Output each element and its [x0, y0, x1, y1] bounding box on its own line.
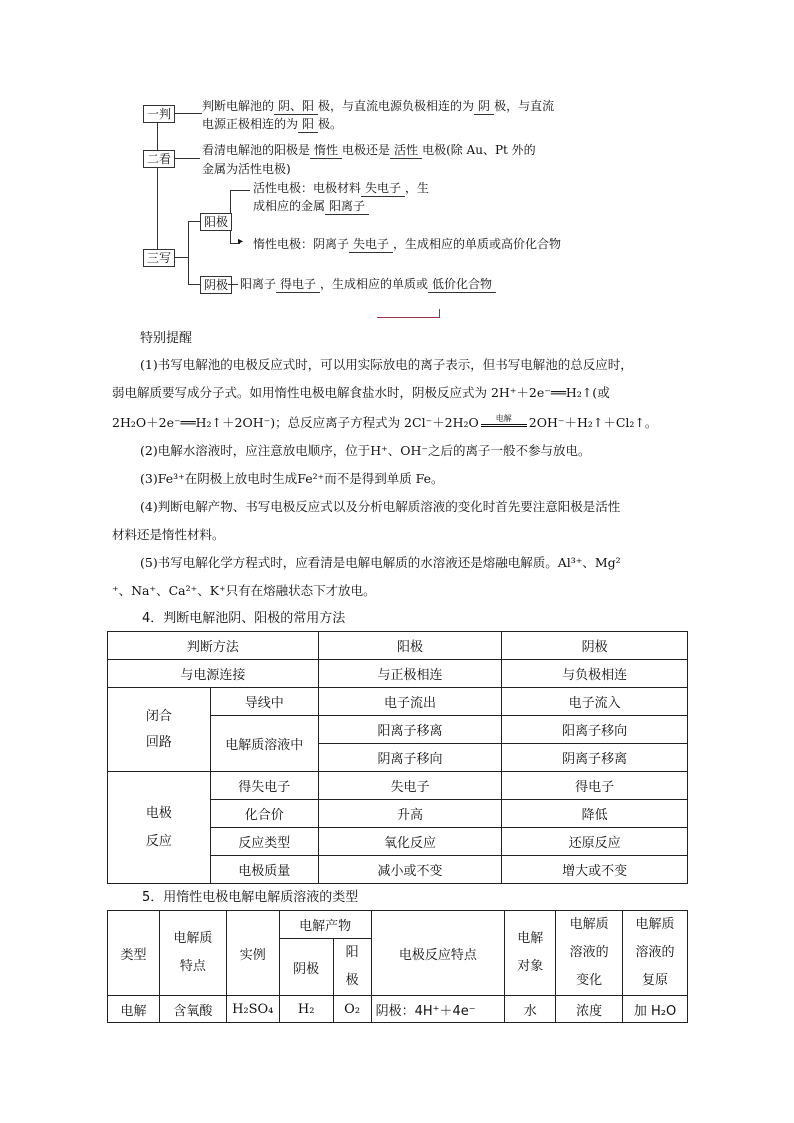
- h-object: [505, 911, 556, 996]
- tip-5-line2: ⁺、Na⁺、Ca²⁺、K⁺只有在熔融状态下才放电。: [112, 583, 376, 598]
- cell-e0-method: 得失电子: [210, 772, 318, 800]
- step2-box: [143, 150, 175, 168]
- anode-active-line2: [253, 198, 369, 215]
- anode-label: 阳极: [204, 215, 229, 229]
- r1-restore: 加 H₂O: [623, 996, 688, 1023]
- h-object-2: 对象: [517, 959, 544, 974]
- h-change-1: 电解质: [569, 917, 609, 932]
- step1-text-c: 极，与直流: [494, 99, 555, 113]
- h-feature-1: 电解质: [173, 931, 213, 946]
- tips-title: 特别提醒: [140, 331, 193, 346]
- cathode-line: [228, 276, 496, 293]
- cell-e1-method: 化合价: [210, 800, 318, 828]
- anode-active-c: 成相应的金属: [253, 199, 326, 213]
- h-cathode: 阴极: [279, 939, 333, 996]
- step1-label: 一判: [147, 107, 172, 121]
- step2-answer-2: 活性: [390, 142, 422, 159]
- step2-text-c: 电极(除 Au、Pt 外的: [422, 143, 536, 157]
- h-object-1: 电解: [517, 931, 544, 946]
- step1-text-e: 极。: [318, 117, 343, 131]
- step1-text-d: 电源正极相连的为: [202, 117, 299, 131]
- anode-active-b: ，生: [405, 181, 430, 195]
- h-change: [556, 911, 623, 996]
- h-type: 类型: [108, 911, 160, 996]
- h-example: 实例: [226, 911, 279, 996]
- section5-title: 5．用惰性电极电解电解质溶液的类型: [142, 890, 359, 905]
- table-row: [108, 996, 688, 1023]
- tip-4-line2: 材料还是惰性材料。: [112, 527, 225, 542]
- anode-active-answer-2: 阳离子: [325, 198, 369, 215]
- reaction-condition: [481, 414, 527, 427]
- h-change-3: 变化: [576, 973, 603, 988]
- anode-active-line1: [253, 180, 429, 197]
- h-restore-1: 电解质: [635, 917, 675, 932]
- r1-anode: O₂: [333, 996, 371, 1023]
- cathode-arrow-line: [228, 284, 238, 285]
- cell-e3-cathode: 增大或不变: [502, 856, 688, 884]
- cell-wire-cathode: 电子流入: [502, 688, 688, 716]
- header-anode: 阳极: [318, 632, 502, 660]
- h-change-2: 溶液的: [569, 945, 609, 960]
- header-cathode: 阴极: [502, 632, 688, 660]
- tip-1-line3: [112, 409, 682, 437]
- flow-trunk-line: [157, 121, 158, 258]
- tip-2: (2)电解水溶液时，应注意放电顺序，位于H⁺、OH⁻之后的离子一般不参与放电。: [140, 443, 591, 458]
- anode-active-a: 活性电极：电极材料: [253, 181, 362, 195]
- cell-wire: 导线中: [210, 688, 318, 716]
- step2-label: 二看: [147, 152, 172, 166]
- cathode-text-a: 阳离子: [240, 277, 277, 291]
- r1-change: 浓度: [556, 996, 623, 1023]
- cathode-answer-1: 得电子: [276, 276, 320, 293]
- r1-object: 水: [505, 996, 556, 1023]
- cell-e2-anode: 氧化反应: [318, 828, 502, 856]
- flow-branch-bottom: [188, 284, 200, 285]
- step2-text-b: 电极还是: [342, 143, 391, 157]
- table-row: [108, 688, 688, 716]
- anode-inert-answer: 失电子: [349, 236, 393, 253]
- anode-active-answer: 失电子: [361, 180, 405, 197]
- reaction-condition-label: 电解: [495, 414, 512, 423]
- h-restore-3: 复原: [642, 973, 669, 988]
- tip-1-line3-b: 2OH⁻＋H₂↑＋Cl₂↑。: [528, 415, 658, 430]
- cell-e0-anode: 失电子: [318, 772, 502, 800]
- r1-reaction: 阴极：4H⁺＋4e⁻: [371, 996, 505, 1023]
- r1-example: H₂SO₄: [226, 996, 279, 1023]
- table-row: [108, 772, 688, 800]
- flow-branch-line: [188, 221, 189, 284]
- h-feature-2: 特点: [179, 959, 206, 974]
- tip-3: (3)Fe³⁺在阴极上放电时生成Fe²⁺而不是得到单质 Fe。: [140, 471, 444, 486]
- anode-inert-line: [253, 236, 561, 253]
- circuit-label-1: 闭合: [145, 708, 172, 724]
- cell-sol1-cathode: 阳离子移向: [502, 716, 688, 744]
- return-marker: [377, 309, 440, 318]
- step1-text-a: 判断电解池的: [202, 99, 275, 113]
- r1-feature: 含氧酸: [159, 996, 226, 1023]
- step1-text-line2: [202, 116, 342, 133]
- cell-power-anode: 与正极相连: [318, 660, 502, 688]
- anode-inert-b: ，生成相应的单质或高价化合物: [393, 237, 562, 251]
- tip-1-line1: (1)书写电解池的电极反应式时，可以用实际放电的离子表示，但书写电解池的总反应时，: [140, 357, 633, 372]
- h-feature: [159, 911, 226, 996]
- step2-answer-1: 惰性: [310, 142, 342, 159]
- flow-line-1: [172, 113, 202, 114]
- cell-circuit: [108, 688, 211, 772]
- step1-answer-1: 阴、阳: [274, 98, 318, 115]
- tip-4-line1: (4)判断电解产物、书写电极反应式以及分析电解质溶液的变化时首先要注意阳极是活性: [140, 499, 621, 514]
- electrode-label-2: 反应: [145, 833, 172, 849]
- tip-1-line3-a: 2H₂O＋2e⁻══H₂↑＋2OH⁻)；总反应离子方程式为 2Cl⁻＋2H₂O: [112, 415, 479, 430]
- step1-answer-2: 阴: [474, 98, 494, 115]
- h-anode: [333, 939, 371, 996]
- cathode-answer-2: 低价化合物: [428, 276, 496, 293]
- cathode-text-b: ，生成相应的单质或: [320, 277, 429, 291]
- cell-sol2-anode: 阴离子移向: [318, 744, 502, 772]
- r1-type: 电解: [108, 996, 160, 1023]
- table-row: [108, 911, 688, 939]
- h-reaction: 电极反应特点: [371, 911, 505, 996]
- electrode-label-1: 电极: [145, 805, 172, 821]
- anode-branch-top: [230, 190, 250, 191]
- step2-text-d: 金属为活性电极): [202, 162, 291, 176]
- anode-inert-a: 惰性电极：阴离子: [253, 237, 350, 251]
- cell-e0-cathode: 得电子: [502, 772, 688, 800]
- step2-text-line1: [202, 142, 536, 159]
- electrolysis-types-table: [107, 910, 688, 1023]
- h-anode-1: 阳: [345, 945, 359, 960]
- step3-label: 三写: [147, 251, 172, 265]
- electrode-judgement-table: [107, 631, 688, 884]
- cell-wire-anode: 电子流出: [318, 688, 502, 716]
- cell-e1-anode: 升高: [318, 800, 502, 828]
- h-restore-2: 溶液的: [635, 945, 675, 960]
- table-row: [108, 660, 688, 688]
- circuit-label-2: 回路: [145, 734, 172, 750]
- cell-e2-method: 反应类型: [210, 828, 318, 856]
- table-row: [108, 632, 688, 660]
- step2-text-a: 看清电解池的阳极是: [202, 143, 311, 157]
- cell-e1-cathode: 降低: [502, 800, 688, 828]
- h-restore: [623, 911, 688, 996]
- cathode-label: 阴极: [204, 278, 229, 292]
- step1-text-line1: [202, 98, 554, 115]
- cell-solution: 电解质溶液中: [210, 716, 318, 772]
- arrow-right-icon: ▸: [238, 236, 244, 247]
- cell-e2-cathode: 还原反应: [502, 828, 688, 856]
- cell-power-cathode: 与负极相连: [502, 660, 688, 688]
- cell-power: 与电源连接: [108, 660, 319, 688]
- cell-electrode-reaction: [108, 772, 211, 884]
- step1-answer-3: 阳: [298, 116, 318, 133]
- flow-branch-top: [188, 221, 200, 222]
- tip-1-line2: 弱电解质要写成分子式。如用惰性电极电解食盐水时，阴极反应式为 2H⁺＋2e⁻══H₂↑(或: [112, 385, 610, 400]
- flow-line-2: [172, 158, 200, 159]
- r1-cathode: H₂: [279, 996, 333, 1023]
- step1-text-b: 极，与直流电源负极相连的为: [318, 99, 475, 113]
- anode-box: [200, 213, 232, 231]
- cell-sol1-anode: 阳离子移离: [318, 716, 502, 744]
- cell-e3-anode: 减小或不变: [318, 856, 502, 884]
- section4-title: 4．判断电解池阴、阳极的常用方法: [142, 611, 346, 626]
- cell-sol2-cathode: 阴离子移离: [502, 744, 688, 772]
- tip-5-line1: (5)书写电解化学方程式时，应看清是电解电解质的水溶液还是熔融电解质。Al³⁺、Mg²: [140, 555, 621, 570]
- h-anode-2: 极: [345, 973, 359, 988]
- cell-e3-method: 电极质量: [210, 856, 318, 884]
- h-products: 电解产物: [279, 911, 371, 939]
- step2-text-line2: [202, 161, 291, 177]
- header-method: 判断方法: [108, 632, 319, 660]
- step1-box: [143, 105, 175, 123]
- step3-box: [143, 249, 175, 267]
